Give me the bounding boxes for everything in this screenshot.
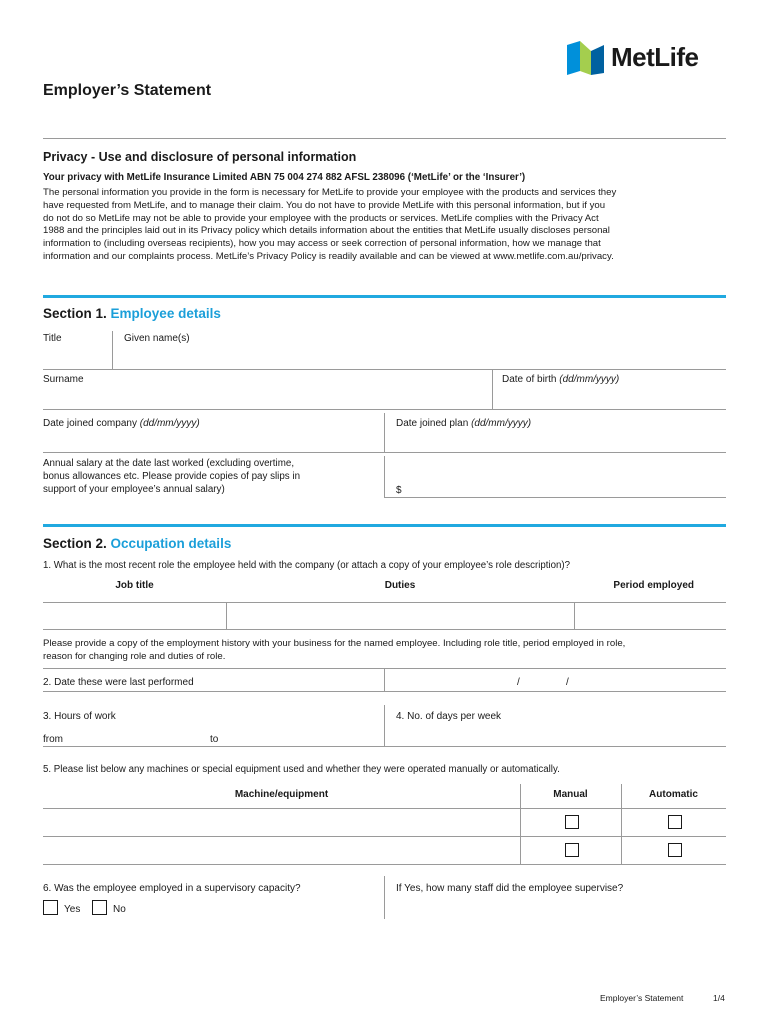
metlife-logo-text: MetLife: [611, 42, 699, 72]
dob-format: (dd/mm/yyyy): [559, 374, 620, 385]
date-separator: /: [517, 677, 520, 688]
joined-plan-text: Date joined plan: [396, 418, 469, 429]
privacy-heading: Privacy - Use and disclosure of personal information: [43, 150, 357, 164]
question-6b: If Yes, how many staff did the employee supervise?: [396, 883, 624, 894]
period-employed-input[interactable]: [578, 608, 724, 624]
automatic-header: Automatic: [649, 789, 698, 800]
joined-plan-format: (dd/mm/yyyy): [471, 418, 532, 429]
job-title-input[interactable]: [46, 608, 222, 624]
last-performed-input[interactable]: [396, 674, 722, 690]
machine-header: Machine/equipment: [234, 789, 329, 800]
section1-name: Employee details: [110, 306, 221, 321]
history-text: [43, 638, 743, 664]
title-label: Title: [43, 333, 62, 344]
dob-label: [502, 373, 619, 386]
metlife-logo: [567, 40, 727, 76]
divider: [43, 138, 726, 139]
staff-supervised-input[interactable]: [396, 900, 722, 916]
question-5: 5. Please list below any machines or special equipment used and whether they were operated manually or automatically.: [43, 764, 560, 775]
joined-company-label: [43, 417, 200, 430]
days-per-week-input[interactable]: [396, 728, 722, 744]
salary-line: support of your employee’s annual salary): [43, 483, 225, 495]
privacy-subheading: Your privacy with MetLife Insurance Limited ABN 75 004 274 882 AFSL 238096 (‘MetLife’ or the ‘Insurer’): [43, 172, 526, 183]
joined-company-text: Date joined company: [43, 418, 137, 429]
surname-label: Surname: [43, 374, 84, 385]
salary-label: [43, 458, 373, 496]
duties-header: Duties: [384, 580, 416, 591]
question-1: 1. What is the most recent role the employee held with the company (or attach a copy of your employee’s role description)?: [43, 560, 570, 571]
surname-input[interactable]: [45, 390, 485, 406]
history-line: reason for changing role and duties of role.: [43, 650, 226, 662]
period-employed-header: Period employed: [613, 580, 694, 591]
from-label: from: [43, 734, 63, 745]
hours-to-input[interactable]: [224, 730, 374, 746]
dob-label-text: Date of birth: [502, 374, 557, 385]
privacy-line: do not do so MetLife may not be able to provide your employee with the products or services. MetLife complies with the Privacy Act: [43, 212, 599, 224]
privacy-line: have requested from MetLife, and to manage their claim. You do not have to provide MetLife with this personal information, but if you: [43, 199, 606, 211]
salary-line: Annual salary at the date last worked (excluding overtime,: [43, 458, 295, 469]
privacy-line: information to (including overseas recipients), how you may access or seek correction of personal information, how we manage that: [43, 238, 601, 250]
automatic-checkbox[interactable]: [668, 843, 682, 857]
section1-rule: [43, 295, 726, 298]
hours-from-input[interactable]: [72, 730, 202, 746]
automatic-checkbox[interactable]: [668, 815, 682, 829]
privacy-line: information and our complaints process. MetLife’s Privacy Policy is readily available and can be viewed at www.metlife.com.au/privacy.: [43, 250, 614, 262]
manual-checkbox[interactable]: [565, 815, 579, 829]
privacy-line: The personal information you provide in the form is necessary for MetLife to provide your employee with the products and services they: [43, 187, 617, 198]
page-title: Employer’s Statement: [43, 82, 212, 99]
question-2: 2. Date these were last performed: [43, 677, 194, 688]
history-line: Please provide a copy of the employment history with your business for the named employee. Including role title, period employed in role,: [43, 638, 626, 649]
section1-prefix: Section 1.: [43, 306, 107, 321]
salary-input[interactable]: [407, 481, 723, 497]
section2-name: Occupation details: [110, 536, 232, 551]
joined-company-format: (dd/mm/yyyy): [139, 418, 200, 429]
machine-input[interactable]: [46, 814, 516, 830]
joined-company-input[interactable]: [45, 433, 375, 449]
title-input[interactable]: [45, 350, 109, 366]
question-4: 4. No. of days per week: [396, 711, 502, 722]
footer-label: Employer’s Statement: [600, 993, 684, 1003]
question-6: 6. Was the employee employed in a supervisory capacity?: [43, 883, 301, 894]
yes-label: Yes: [64, 904, 81, 915]
section1-title: [43, 306, 221, 321]
dob-input[interactable]: [502, 390, 722, 406]
salary-line: bonus allowances etc. Please provide copies of pay slips in: [43, 470, 301, 482]
section2-rule: [43, 524, 726, 527]
date-separator: /: [566, 677, 569, 688]
page-number: 1/4: [713, 993, 725, 1003]
privacy-text: [43, 187, 743, 264]
privacy-line: 1988 and the principles laid out in its Privacy policy which details information about the entities that MetLife usually discloses personal: [43, 225, 610, 237]
section2-prefix: Section 2.: [43, 536, 107, 551]
yes-checkbox[interactable]: [43, 900, 58, 915]
no-label: No: [113, 904, 126, 915]
metlife-logo-icon: [567, 41, 607, 75]
job-title-header: Job title: [115, 580, 154, 591]
manual-header: Manual: [553, 789, 588, 800]
manual-checkbox[interactable]: [565, 843, 579, 857]
currency-symbol: $: [396, 485, 402, 496]
section2-title: [43, 536, 231, 551]
to-label: to: [210, 734, 219, 745]
machine-input[interactable]: [46, 842, 516, 858]
joined-plan-input[interactable]: [396, 433, 722, 449]
question-3: 3. Hours of work: [43, 711, 116, 722]
no-checkbox[interactable]: [92, 900, 107, 915]
joined-plan-label: [396, 417, 531, 430]
given-names-label: Given name(s): [124, 333, 190, 344]
duties-input[interactable]: [230, 608, 570, 624]
given-names-input[interactable]: [124, 350, 724, 366]
